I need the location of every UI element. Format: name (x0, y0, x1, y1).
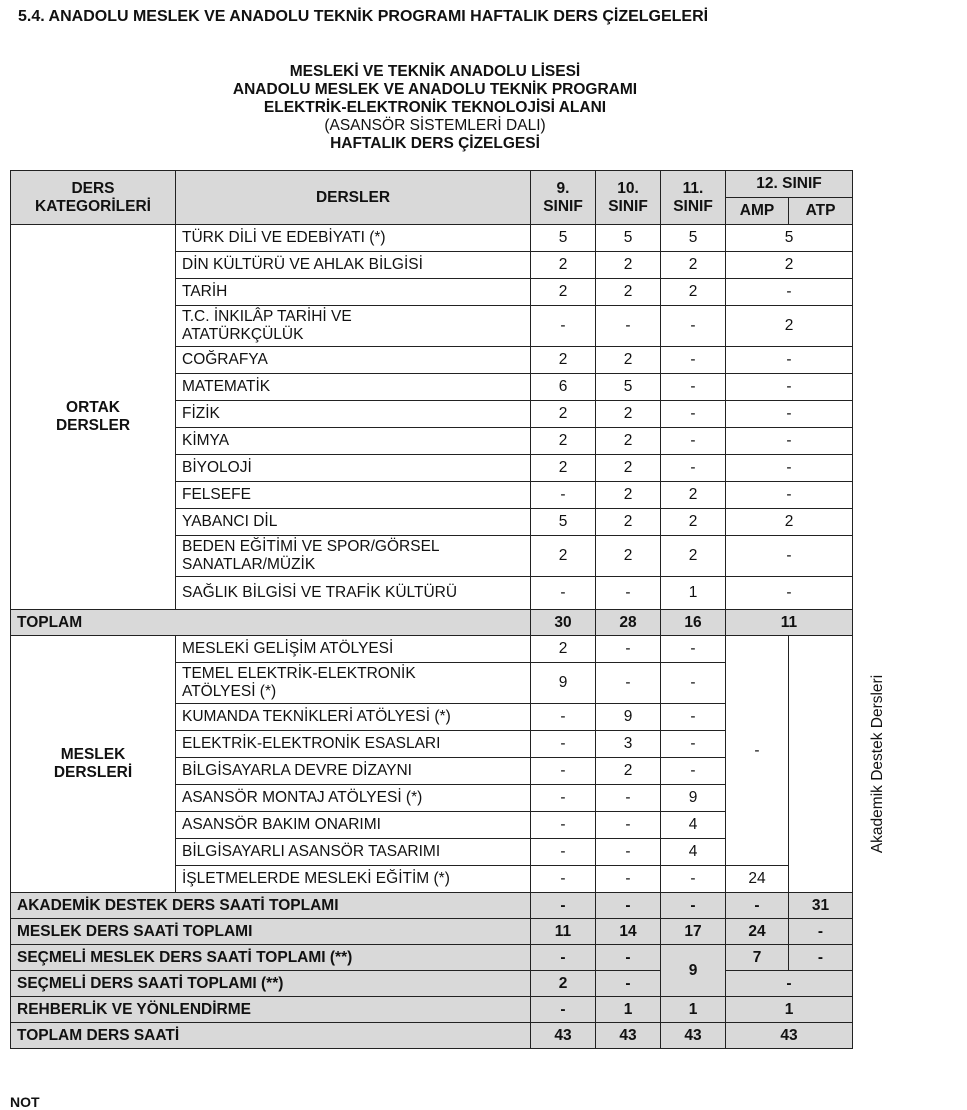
hours-grade-10: 5 (596, 225, 661, 252)
hours-grade-11: - (661, 347, 726, 374)
course-name: BİLGİSAYARLI ASANSÖR TASARIMI (176, 839, 531, 866)
summary-label: TOPLAM DERS SAATİ (11, 1023, 531, 1049)
header-row-1 (11, 171, 853, 198)
summary-grade-10: - (596, 945, 661, 971)
hours-grade-12: 2 (726, 306, 853, 347)
summary-grade-10: 1 (596, 997, 661, 1023)
hours-grade-9: - (531, 482, 596, 509)
hours-grade-11: 2 (661, 509, 726, 536)
hours-grade-11: - (661, 428, 726, 455)
title-school: MESLEKİ VE TEKNİK ANADOLU LİSESİ (289, 63, 581, 80)
hours-grade-11: - (661, 306, 726, 347)
hours-grade-10: 5 (596, 374, 661, 401)
summary-row-total-hours (11, 1023, 853, 1049)
hours-grade-11: 9 (661, 785, 726, 812)
summary-grade-11: - (661, 893, 726, 919)
hours-grade-11: 5 (661, 225, 726, 252)
hours-grade-12: - (726, 428, 853, 455)
hours-grade-12: 2 (726, 509, 853, 536)
hours-grade-11: - (661, 636, 726, 663)
hours-grade-9: - (531, 306, 596, 347)
hours-grade-9: 2 (531, 536, 596, 577)
summary-atp: - (789, 945, 853, 971)
total-grade-11: 16 (661, 610, 726, 636)
course-name: COĞRAFYA (176, 347, 531, 374)
course-name: BİYOLOJİ (176, 455, 531, 482)
summary-grade-12: - (726, 971, 853, 997)
hours-grade-11: - (661, 866, 726, 893)
title-branch: (ASANSÖR SİSTEMLERİ DALI) (324, 117, 546, 134)
summary-row-academic (11, 893, 853, 919)
summary-label: SEÇMELİ DERS SAATİ TOPLAMI (**) (11, 971, 531, 997)
section-title: 5.4. ANADOLU MESLEK VE ANADOLU TEKNİK PROGRAMI HAFTALIK DERS ÇİZELGELERİ (18, 8, 709, 25)
header-grade-10: 10. SINIF (596, 171, 661, 225)
hours-grade-10: 2 (596, 536, 661, 577)
summary-grade-10: 43 (596, 1023, 661, 1049)
hours-grade-9: - (531, 812, 596, 839)
course-name: DİN KÜLTÜRÜ VE AHLAK BİLGİSİ (176, 252, 531, 279)
header-grade-9: 9. SINIF (531, 171, 596, 225)
hours-grade-10: 2 (596, 401, 661, 428)
summary-grade-11-merged: 9 (661, 945, 726, 997)
hours-grade-9: - (531, 785, 596, 812)
course-name: BEDEN EĞİTİMİ VE SPOR/GÖRSEL SANATLAR/MÜZİK (176, 536, 531, 577)
hours-grade-11: 2 (661, 482, 726, 509)
title-program: ANADOLU MESLEK VE ANADOLU TEKNİK PROGRAMI (232, 81, 638, 98)
title-field: ELEKTRİK-ELEKTRONİK TEKNOLOJİSİ ALANI (263, 99, 607, 116)
summary-grade-11: 43 (661, 1023, 726, 1049)
hours-grade-9: 2 (531, 279, 596, 306)
hours-grade-10: - (596, 577, 661, 610)
hours-grade-11: 4 (661, 839, 726, 866)
category-common: ORTAK DERSLER (11, 225, 176, 610)
hours-grade-12: - (726, 279, 853, 306)
hours-grade-11: 2 (661, 279, 726, 306)
amp-merged-cell: - (726, 636, 789, 866)
course-name: KUMANDA TEKNİKLERİ ATÖLYESİ (*) (176, 704, 531, 731)
summary-grade-10: 14 (596, 919, 661, 945)
course-name: MESLEKİ GELİŞİM ATÖLYESİ (176, 636, 531, 663)
hours-grade-10: - (596, 866, 661, 893)
hours-grade-11: 2 (661, 536, 726, 577)
summary-grade-9: 11 (531, 919, 596, 945)
hours-amp: 24 (726, 866, 789, 893)
hours-grade-10: 3 (596, 731, 661, 758)
summary-amp: - (726, 893, 789, 919)
total-grade-10: 28 (596, 610, 661, 636)
summary-grade-9: 43 (531, 1023, 596, 1049)
hours-grade-11: 1 (661, 577, 726, 610)
course-name: İŞLETMELERDE MESLEKİ EĞİTİM (*) (176, 866, 531, 893)
hours-grade-9: - (531, 731, 596, 758)
course-name: KİMYA (176, 428, 531, 455)
table-row (11, 225, 853, 252)
hours-grade-10: 2 (596, 347, 661, 374)
header-grade-11: 11. SINIF (661, 171, 726, 225)
summary-atp: 31 (789, 893, 853, 919)
hours-grade-10: 2 (596, 758, 661, 785)
hours-grade-9: 9 (531, 663, 596, 704)
hours-grade-10: 2 (596, 279, 661, 306)
course-name: TARİH (176, 279, 531, 306)
hours-grade-12: - (726, 455, 853, 482)
hours-grade-12: - (726, 374, 853, 401)
hours-grade-12: - (726, 401, 853, 428)
summary-label: AKADEMİK DESTEK DERS SAATİ TOPLAMI (11, 893, 531, 919)
table-row (11, 636, 853, 663)
hours-grade-10: - (596, 812, 661, 839)
hours-grade-10: 2 (596, 509, 661, 536)
summary-row-elective-vocational (11, 945, 853, 971)
hours-grade-9: - (531, 839, 596, 866)
header-courses: DERSLER (176, 171, 531, 225)
total-grade-12: 11 (726, 610, 853, 636)
course-name: BİLGİSAYARLA DEVRE DİZAYNI (176, 758, 531, 785)
summary-grade-9: - (531, 997, 596, 1023)
hours-grade-9: 2 (531, 252, 596, 279)
hours-grade-10: - (596, 839, 661, 866)
hours-grade-12: - (726, 482, 853, 509)
document-titles (0, 63, 870, 153)
summary-grade-9: 2 (531, 971, 596, 997)
hours-grade-12: - (726, 577, 853, 610)
atp-vertical-label: Akademik Destek Dersleri (869, 674, 887, 854)
hours-grade-11: 2 (661, 252, 726, 279)
total-row (11, 610, 853, 636)
summary-grade-9: - (531, 945, 596, 971)
hours-grade-9: - (531, 758, 596, 785)
hours-grade-12: 5 (726, 225, 853, 252)
summary-grade-10: - (596, 893, 661, 919)
course-name: TEMEL ELEKTRİK-ELEKTRONİK ATÖLYESİ (*) (176, 663, 531, 704)
summary-label: REHBERLİK VE YÖNLENDİRME (11, 997, 531, 1023)
hours-grade-9: - (531, 704, 596, 731)
course-name: FELSEFE (176, 482, 531, 509)
hours-grade-9: 2 (531, 428, 596, 455)
course-name: ASANSÖR BAKIM ONARIMI (176, 812, 531, 839)
header-grade-12: 12. SINIF (726, 171, 853, 198)
summary-amp: 7 (726, 945, 789, 971)
hours-grade-10: 2 (596, 252, 661, 279)
hours-grade-10: 2 (596, 455, 661, 482)
course-name: SAĞLIK BİLGİSİ VE TRAFİK KÜLTÜRÜ (176, 577, 531, 610)
hours-grade-11: - (661, 374, 726, 401)
note-label: NOT (10, 1094, 40, 1110)
course-name: TÜRK DİLİ VE EDEBİYATI (*) (176, 225, 531, 252)
course-name: MATEMATİK (176, 374, 531, 401)
course-name: ASANSÖR MONTAJ ATÖLYESİ (*) (176, 785, 531, 812)
hours-grade-10: 9 (596, 704, 661, 731)
hours-grade-11: - (661, 758, 726, 785)
hours-grade-9: 5 (531, 225, 596, 252)
hours-grade-9: 2 (531, 401, 596, 428)
total-label: TOPLAM (11, 610, 531, 636)
course-name: YABANCI DİL (176, 509, 531, 536)
course-name: FİZİK (176, 401, 531, 428)
course-name: T.C. İNKILÂP TARİHİ VE ATATÜRKÇÜLÜK (176, 306, 531, 347)
summary-grade-12: 1 (726, 997, 853, 1023)
hours-grade-11: - (661, 455, 726, 482)
summary-row-vocational (11, 919, 853, 945)
hours-grade-12: - (726, 536, 853, 577)
weekly-schedule-table (10, 170, 887, 1049)
header-category: DERS KATEGORİLERİ (11, 171, 176, 225)
hours-grade-10: 2 (596, 482, 661, 509)
hours-grade-9: - (531, 577, 596, 610)
summary-label: SEÇMELİ MESLEK DERS SAATİ TOPLAMI (**) (11, 945, 531, 971)
hours-grade-9: 2 (531, 636, 596, 663)
hours-grade-10: - (596, 636, 661, 663)
atp-academic-support-cell (789, 636, 887, 893)
total-grade-9: 30 (531, 610, 596, 636)
hours-grade-11: - (661, 401, 726, 428)
summary-grade-10: - (596, 971, 661, 997)
hours-grade-12: - (726, 347, 853, 374)
hours-grade-11: 4 (661, 812, 726, 839)
summary-grade-12: 43 (726, 1023, 853, 1049)
hours-grade-11: - (661, 731, 726, 758)
summary-grade-11: 1 (661, 997, 726, 1023)
summary-grade-11: 17 (661, 919, 726, 945)
header-amp: AMP (726, 198, 789, 225)
summary-amp: 24 (726, 919, 789, 945)
summary-row-elective (11, 971, 853, 997)
hours-grade-9: 6 (531, 374, 596, 401)
summary-row-guidance (11, 997, 853, 1023)
hours-grade-9: 2 (531, 455, 596, 482)
hours-grade-10: 2 (596, 428, 661, 455)
header-atp: ATP (789, 198, 853, 225)
hours-grade-10: - (596, 785, 661, 812)
hours-grade-10: - (596, 306, 661, 347)
hours-grade-12: 2 (726, 252, 853, 279)
title-schedule: HAFTALIK DERS ÇİZELGESİ (330, 135, 540, 152)
hours-grade-9: 5 (531, 509, 596, 536)
summary-atp: - (789, 919, 853, 945)
hours-grade-10: - (596, 663, 661, 704)
hours-grade-11: - (661, 663, 726, 704)
summary-label: MESLEK DERS SAATİ TOPLAMI (11, 919, 531, 945)
course-name: ELEKTRİK-ELEKTRONİK ESASLARI (176, 731, 531, 758)
hours-grade-9: 2 (531, 347, 596, 374)
summary-grade-9: - (531, 893, 596, 919)
hours-grade-9: - (531, 866, 596, 893)
hours-grade-11: - (661, 704, 726, 731)
category-vocational: MESLEK DERSLERİ (11, 636, 176, 893)
